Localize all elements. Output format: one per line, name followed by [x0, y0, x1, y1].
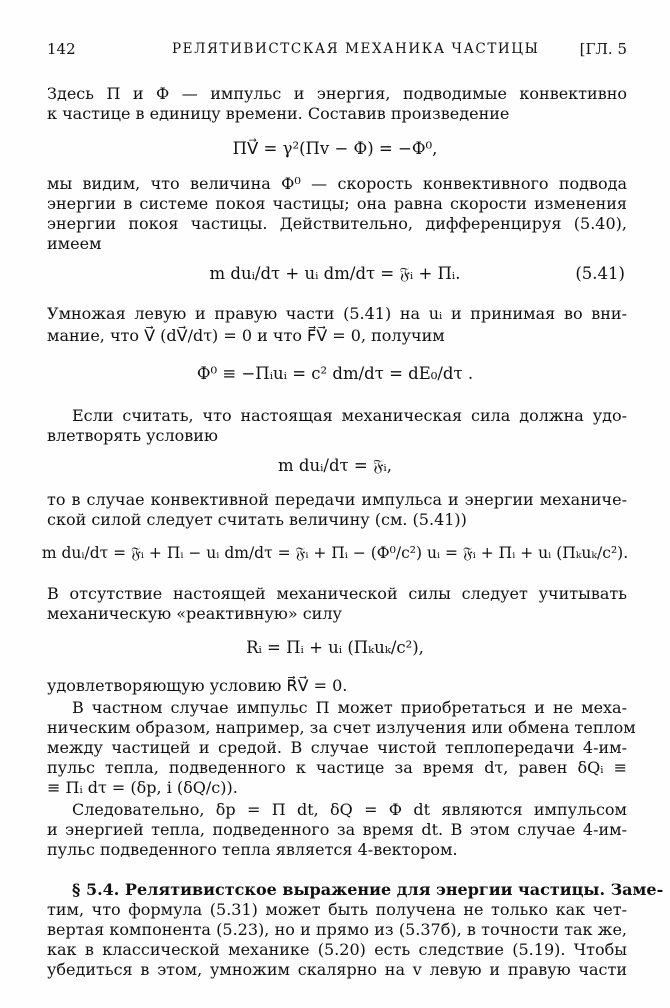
chapter-label: [ГЛ. 5 [579, 40, 627, 58]
text-line: и энергией тепла, подведенного за время dt. В этом случае 4-им- [47, 820, 627, 839]
running-title: РЕЛЯТИВИСТСКАЯ МЕХАНИКА ЧАСТИЦЫ [172, 41, 540, 57]
text-line: пульс тепла, подведенного к частице за время dτ, равен δQᵢ ≡ [47, 758, 627, 777]
text-line: В частном случае импульс П может приобретаться и не меха- [72, 698, 627, 717]
text-line: В отсутствие настоящей механической силы следует учитывать [47, 584, 627, 603]
text-line: влетворять условию [47, 426, 218, 445]
equation: ПV⃗ = γ²(Пv − Ф) = −Ф⁰, [232, 139, 438, 158]
equation: m duᵢ/dτ = 𝔉ᵢ, [278, 456, 392, 475]
text-line: Если считать, что настоящая механическая сила должна удо- [72, 406, 627, 425]
text-line: механическую «реактивную» силу [47, 604, 342, 623]
text-line: мание, что V⃗ (dV⃗/dτ) = 0 и что F⃗V⃗ = 0, получим [47, 326, 445, 345]
text-line: ническим образом, например, за счет излучения или обмена теплом [47, 718, 636, 737]
equation-5-41 [0, 264, 670, 284]
running-header [47, 40, 627, 62]
text-line: убедиться в этом, умножим скалярно на v левую и правую части [47, 960, 627, 979]
text-line: ской силой следует считать величину (см. (5.41)) [47, 510, 467, 529]
text-line: то в случае конвективной передачи импульса и энергии механиче- [47, 490, 627, 509]
text-line: энергии в системе покоя частицы; она равна скорости изменения [47, 194, 627, 213]
page-number: 142 [47, 40, 76, 58]
equation: Ф⁰ ≡ −Пᵢuᵢ = c² dm/dτ = dE₀/dτ . [196, 364, 474, 383]
text-line: Здесь П и Ф — импульс и энергия, подводимые конвективно [47, 84, 627, 103]
equation-number: (5.41) [575, 264, 625, 283]
text-line: ≡ Пᵢ dτ = (δp, i (δQ/c)). [47, 778, 238, 797]
text-line: удовлетворяющую условию R⃗V⃗ = 0. [47, 676, 348, 695]
text-line: имеем [47, 234, 102, 253]
text-line: Умножая левую и правую части (5.41) на uᵢ и принимая во вни- [47, 304, 627, 323]
text-line: мы видим, что величина Ф⁰ — скорость конвективного подвода [47, 174, 627, 193]
text-line: тим, что формула (5.31) может быть получена не только как чет- [47, 900, 627, 919]
equation: m duᵢ/dτ = 𝔉ᵢ + Пᵢ − uᵢ dm/dτ = 𝔉ᵢ + Пᵢ − (Ф⁰/c²) uᵢ = 𝔉ᵢ + Пᵢ + uᵢ (Пₖuₖ/c²). [41, 544, 629, 562]
text-line: энергии покоя частицы. Действительно, дифференцируя (5.40), [47, 214, 627, 233]
text-line: вертая компонента (5.23), но и прямо из (5.37б), в точности так же, [47, 920, 627, 939]
text-line: между частицей и средой. В случае чистой теплопередачи 4-им- [47, 738, 627, 757]
text-line: как в классической механике (5.20) есть следствие (5.19). Чтобы [47, 940, 627, 959]
equation: Rᵢ = Пᵢ + uᵢ (Пₖuₖ/c²), [246, 638, 424, 657]
text-line: к частице в единицу времени. Составив произведение [47, 104, 510, 123]
text-line: пульс подведенного тепла является 4-вектором. [47, 840, 458, 859]
text-line: Следовательно, δp = П dt, δQ = Ф dt являются импульсом [72, 800, 627, 819]
equation: m duᵢ/dτ + uᵢ dm/dτ = 𝔉ᵢ + Пᵢ. [209, 264, 461, 283]
section-heading-line: § 5.4. Релятивистское выражение для энергии частицы. Заме- [72, 880, 664, 899]
